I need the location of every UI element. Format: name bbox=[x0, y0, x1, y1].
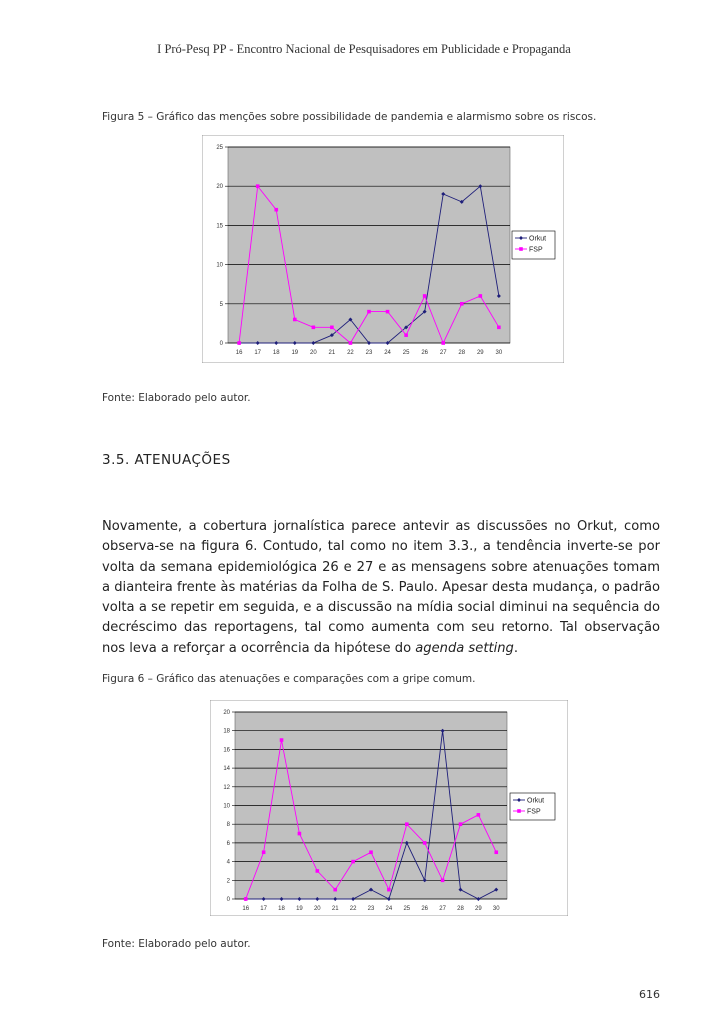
y-tick-label: 16 bbox=[223, 747, 230, 754]
y-tick-label: 18 bbox=[223, 728, 230, 735]
figure-6-caption: Figura 6 – Gráfico das atenuações e comparações com a gripe comum. bbox=[102, 673, 476, 685]
y-tick-label: 10 bbox=[223, 803, 230, 810]
data-point-fsp bbox=[244, 897, 248, 901]
x-tick-label: 19 bbox=[291, 350, 299, 356]
data-point-fsp bbox=[441, 341, 445, 345]
data-point-fsp bbox=[330, 326, 334, 330]
figure-6-source: Fonte: Elaborado pelo autor. bbox=[102, 938, 251, 950]
page-number: 616 bbox=[639, 988, 660, 1001]
x-tick-label: 19 bbox=[296, 906, 303, 912]
y-tick-label: 10 bbox=[216, 262, 223, 269]
y-tick-label: 15 bbox=[216, 223, 223, 230]
paragraph-emphasis: agenda setting bbox=[415, 640, 514, 656]
data-point-fsp bbox=[369, 850, 373, 854]
data-point-fsp bbox=[405, 822, 409, 826]
data-point-fsp bbox=[479, 294, 483, 298]
x-tick-label: 20 bbox=[309, 350, 317, 356]
y-tick-label: 14 bbox=[223, 766, 230, 773]
y-tick-label: 12 bbox=[223, 784, 230, 791]
x-tick-label: 23 bbox=[365, 350, 373, 356]
legend-marker bbox=[517, 809, 521, 813]
x-tick-label: 26 bbox=[421, 350, 429, 356]
x-tick-label: 25 bbox=[402, 350, 410, 356]
y-tick-label: 0 bbox=[226, 897, 230, 903]
y-tick-label: 25 bbox=[216, 145, 223, 151]
figure-5-chart bbox=[202, 135, 564, 363]
data-point-fsp bbox=[423, 841, 427, 845]
x-tick-label: 18 bbox=[272, 350, 280, 356]
x-tick-label: 25 bbox=[403, 906, 411, 912]
x-tick-label: 16 bbox=[242, 906, 250, 912]
data-point-fsp bbox=[293, 318, 297, 322]
x-tick-label: 28 bbox=[457, 906, 464, 912]
data-point-fsp bbox=[441, 879, 445, 883]
data-point-fsp bbox=[459, 822, 463, 826]
running-header: I Pró-Pesq PP - Encontro Nacional de Pesquisadores em Publicidade e Propaganda bbox=[157, 42, 571, 56]
data-point-fsp bbox=[460, 302, 464, 306]
x-tick-label: 27 bbox=[439, 350, 447, 356]
x-tick-label: 29 bbox=[475, 906, 482, 912]
x-tick-label: 21 bbox=[331, 906, 339, 912]
plot-area bbox=[228, 147, 510, 343]
data-point-fsp bbox=[312, 326, 316, 330]
x-tick-label: 30 bbox=[492, 906, 500, 912]
y-tick-label: 4 bbox=[226, 859, 230, 866]
legend-marker bbox=[519, 247, 523, 251]
x-tick-label: 24 bbox=[384, 350, 391, 356]
body-paragraph bbox=[102, 517, 660, 659]
y-tick-label: 2 bbox=[226, 878, 230, 885]
x-tick-label: 22 bbox=[349, 906, 357, 912]
x-tick-label: 24 bbox=[385, 906, 393, 912]
paragraph-text: Novamente, a cobertura jornalística parece antevir as discussões no Orkut, como observa-se na figura 6. Contudo, tal como no item 3.3., a tendência inverte-se por volta da semana epidemiológica 26 e 27 e as mensagens sobre atenuações tomam a dianteira frente às matérias da Folha de S. Paulo. Apesar desta mudança, o padrão volta a se repetir em seguida, e a discussão na mídia social diminui na sequência do decréscimo das reportagens, tal como aumenta com seu retorno. Tal observação nos leva a reforçar a ocorrência da hipótese do bbox=[102, 519, 660, 656]
legend-label: Orkut bbox=[529, 235, 547, 243]
data-point-fsp bbox=[497, 326, 501, 330]
y-tick-label: 0 bbox=[219, 341, 223, 347]
data-point-fsp bbox=[404, 333, 408, 337]
data-point-fsp bbox=[256, 184, 260, 188]
section-title: 3.5. ATENUAÇÕES bbox=[102, 452, 231, 468]
data-point-fsp bbox=[349, 341, 353, 345]
data-point-fsp bbox=[298, 832, 302, 836]
data-point-fsp bbox=[423, 294, 427, 298]
x-tick-label: 16 bbox=[235, 350, 243, 356]
data-point-fsp bbox=[333, 888, 337, 892]
figure-6-chart bbox=[210, 700, 568, 916]
x-tick-label: 21 bbox=[328, 350, 336, 356]
x-tick-label: 20 bbox=[313, 906, 321, 912]
x-tick-label: 17 bbox=[260, 906, 267, 912]
x-tick-label: 27 bbox=[439, 906, 446, 912]
data-point-fsp bbox=[262, 850, 266, 854]
data-point-fsp bbox=[367, 310, 371, 314]
x-tick-label: 17 bbox=[254, 350, 262, 356]
y-tick-label: 20 bbox=[216, 184, 223, 191]
figure-5-caption: Figura 5 – Gráfico das menções sobre possibilidade de pandemia e alarmismo sobre os riscos. bbox=[102, 111, 597, 123]
y-tick-label: 6 bbox=[226, 840, 230, 847]
data-point-fsp bbox=[316, 869, 320, 873]
data-point-fsp bbox=[351, 860, 355, 864]
data-point-fsp bbox=[386, 310, 390, 314]
x-tick-label: 18 bbox=[278, 906, 285, 912]
y-tick-label: 5 bbox=[219, 301, 223, 308]
data-point-fsp bbox=[477, 813, 481, 817]
legend-label: FSP bbox=[529, 246, 543, 254]
data-point-fsp bbox=[280, 738, 284, 742]
data-point-fsp bbox=[274, 208, 278, 212]
x-tick-label: 28 bbox=[458, 350, 466, 356]
legend-label: FSP bbox=[527, 808, 541, 816]
x-tick-label: 22 bbox=[347, 350, 354, 356]
data-point-fsp bbox=[387, 888, 391, 892]
data-point-fsp bbox=[237, 341, 241, 345]
figure-5-source: Fonte: Elaborado pelo autor. bbox=[102, 392, 251, 404]
legend-label: Orkut bbox=[527, 797, 545, 805]
x-tick-label: 23 bbox=[367, 906, 375, 912]
x-tick-label: 29 bbox=[476, 350, 484, 356]
data-point-fsp bbox=[494, 850, 498, 854]
x-tick-label: 30 bbox=[495, 350, 503, 356]
paragraph-end: . bbox=[513, 640, 519, 656]
x-tick-label: 26 bbox=[421, 906, 429, 912]
y-tick-label: 20 bbox=[223, 710, 230, 716]
y-tick-label: 8 bbox=[226, 822, 230, 829]
